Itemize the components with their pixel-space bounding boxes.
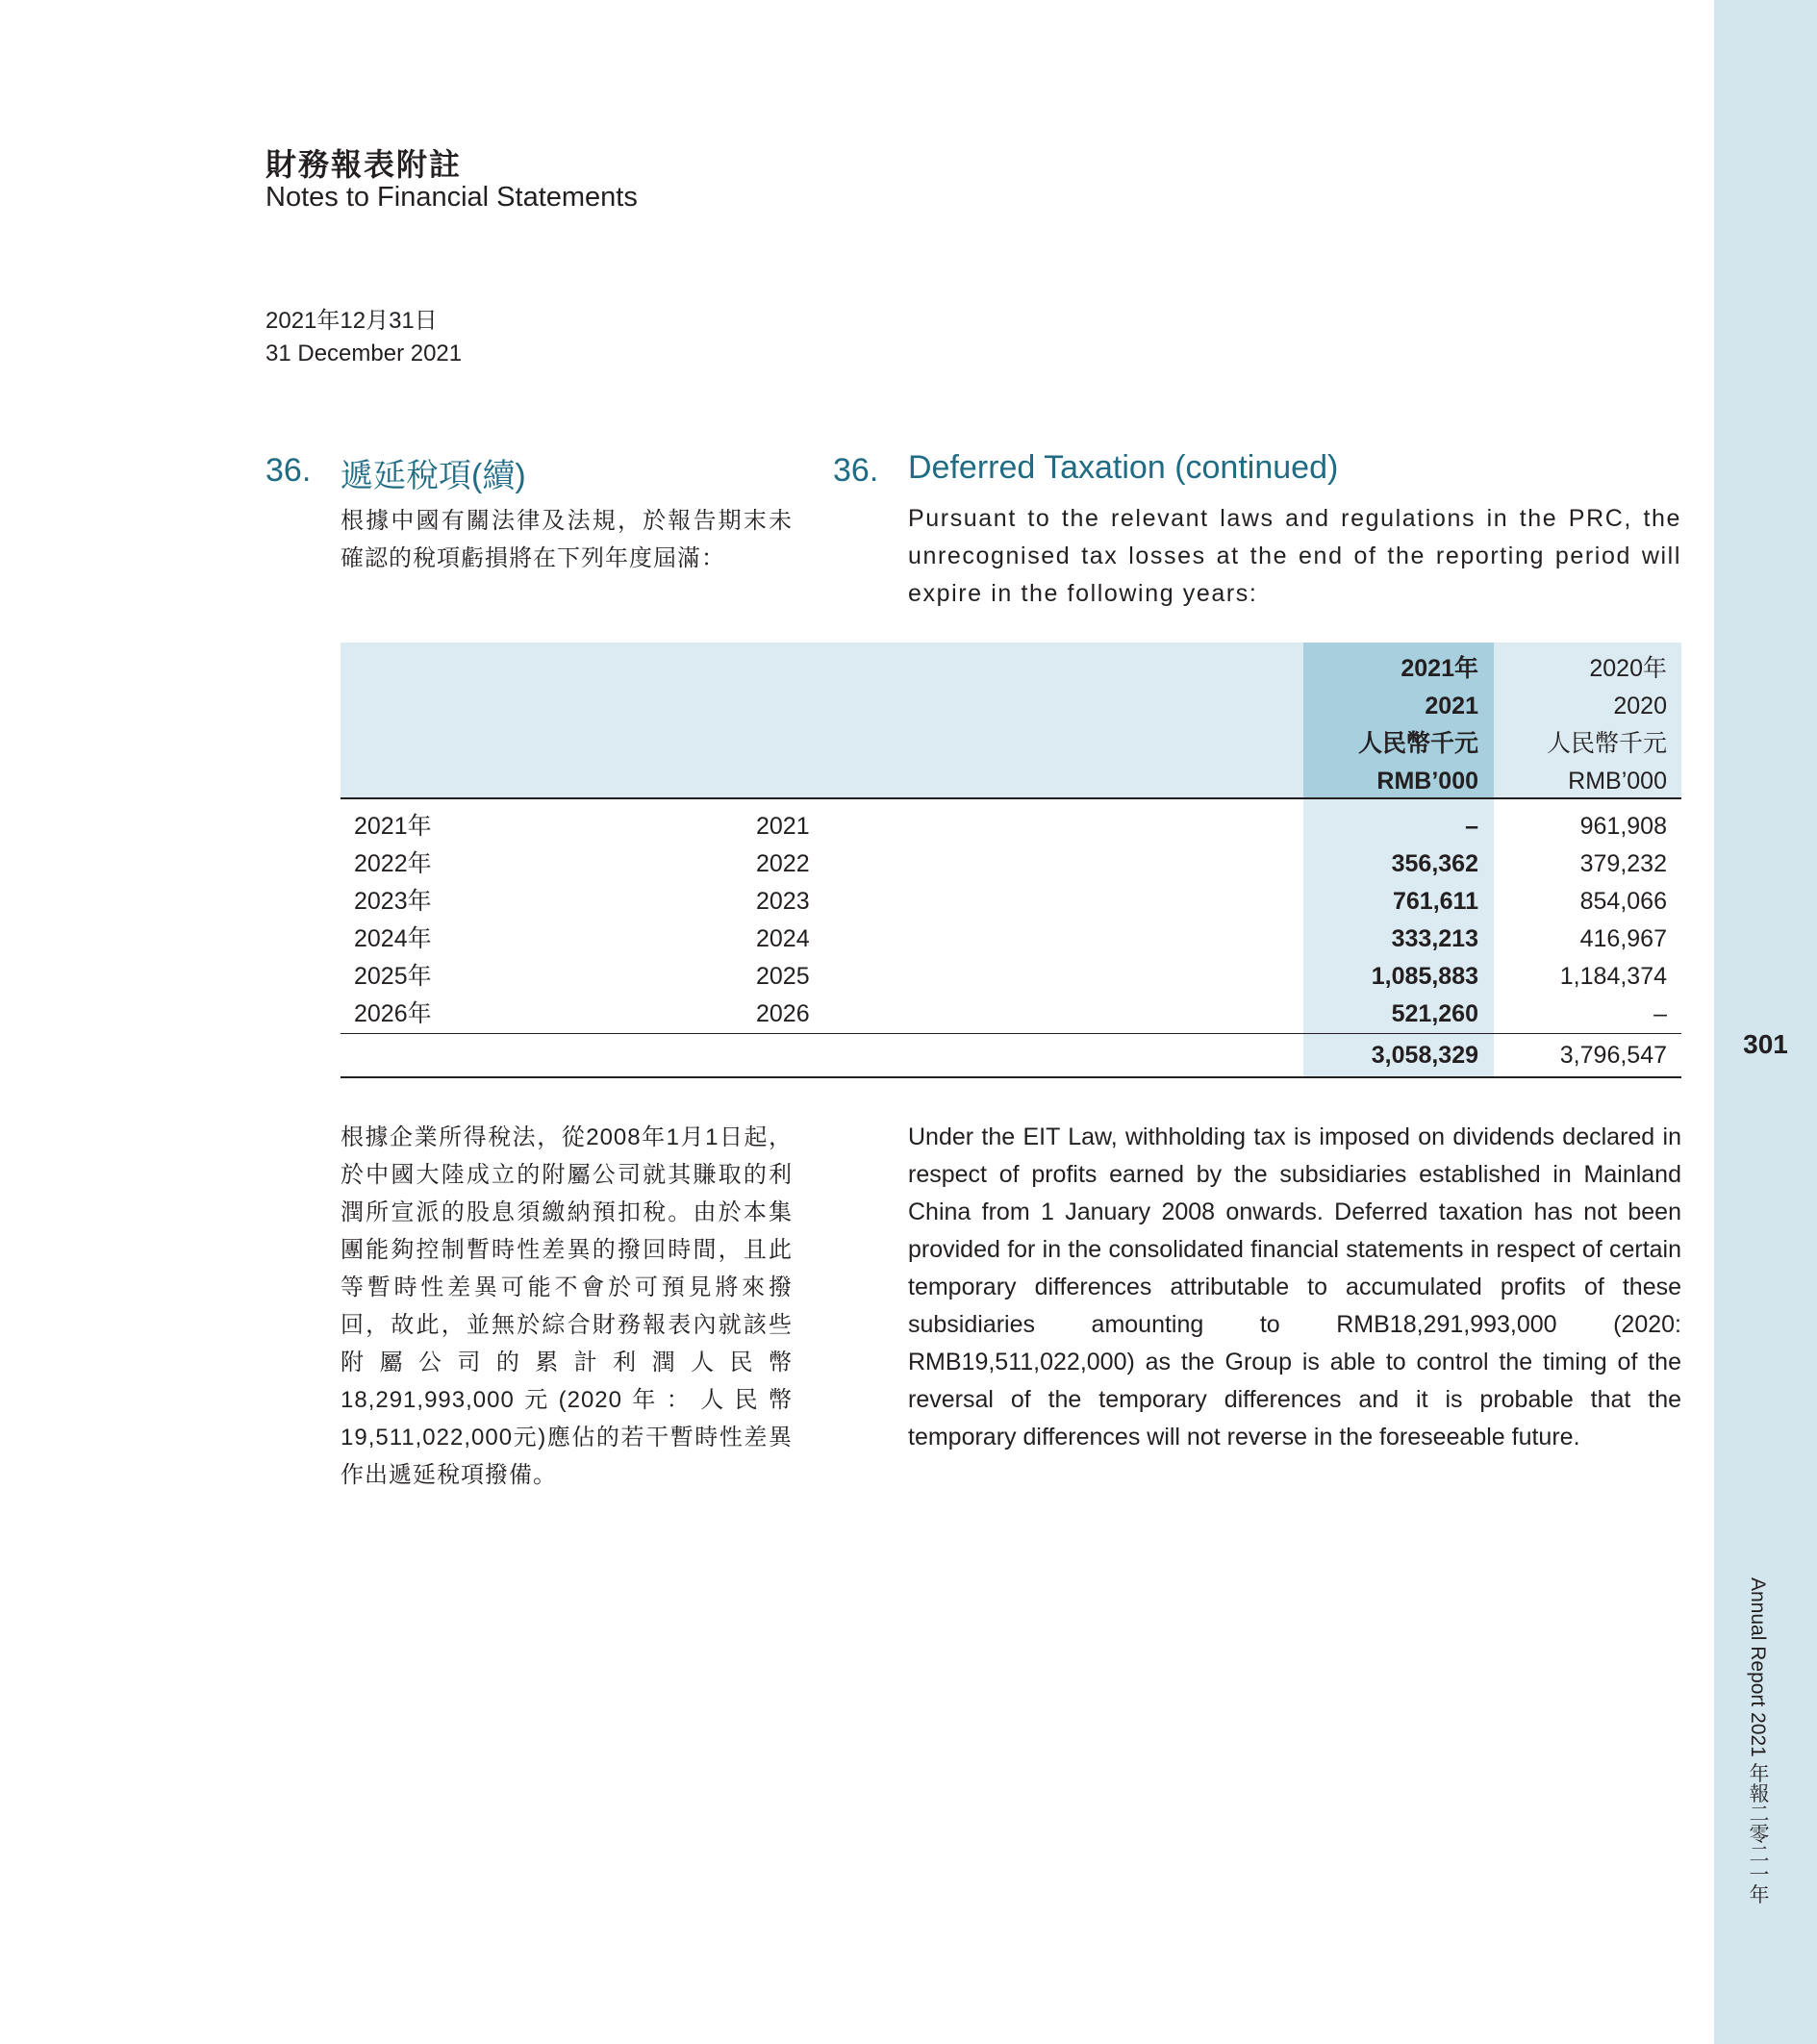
- row-year-zh: 2026年: [354, 1000, 432, 1027]
- row-value-2020: 1,184,374: [1559, 963, 1667, 990]
- row-value-2021: 1,085,883: [1371, 963, 1478, 990]
- row-year-en: 2026: [756, 1000, 810, 1027]
- header-prev-unit-zh: 人民幣千元: [1546, 730, 1667, 757]
- subtotal-rule: [341, 1033, 1681, 1034]
- row-year-en: 2021: [756, 813, 810, 840]
- tax-loss-table: [341, 643, 1681, 1079]
- table-row: [341, 845, 1681, 883]
- row-value-2021: 333,213: [1391, 925, 1478, 952]
- row-value-2020: 854,066: [1579, 888, 1667, 915]
- row-value-2021: –: [1465, 813, 1478, 840]
- row-year-en: 2024: [756, 925, 810, 952]
- row-value-2020: –: [1653, 1000, 1667, 1027]
- row-year-zh: 2021年: [354, 813, 432, 840]
- header-cur-year-en: 2021: [1425, 693, 1478, 719]
- table-row: [341, 996, 1681, 1033]
- total-rule: [341, 1076, 1681, 1078]
- page-number: 301: [1743, 1029, 1788, 1059]
- date-en: 31 December 2021: [265, 341, 463, 366]
- header-prev-year-en: 2020: [1613, 693, 1667, 719]
- report-label: Annual Report 2021 年報二零二一年: [1747, 1577, 1769, 1905]
- row-year-en: 2022: [756, 850, 810, 877]
- row-year-zh: 2022年: [354, 850, 432, 877]
- total-2020: 3,796,547: [1559, 1042, 1667, 1069]
- section-number-zh: 36.: [265, 452, 312, 489]
- total-2021: 3,058,329: [1371, 1042, 1478, 1069]
- header-cur-unit-zh: 人民幣千元: [1357, 730, 1478, 757]
- total-row: [341, 1037, 1681, 1074]
- row-value-2020: 961,908: [1579, 813, 1667, 840]
- date-zh: 2021年12月31日: [265, 308, 438, 334]
- row-value-2020: 416,967: [1579, 925, 1667, 952]
- row-value-2021: 761,611: [1393, 888, 1478, 915]
- header-cur-unit-en: RMB’000: [1376, 768, 1478, 795]
- intro-paragraph-zh: 根據中國有關法律及法規，於報告期末未確認的稅項虧損將在下列年度屆滿：: [341, 508, 793, 571]
- header-prev-unit-en: RMB’000: [1568, 768, 1667, 795]
- table-row: [341, 958, 1681, 996]
- row-year-en: 2025: [756, 963, 810, 990]
- table-row: [341, 883, 1681, 921]
- row-value-2021: 356,362: [1391, 850, 1478, 877]
- row-year-en: 2023: [756, 888, 810, 915]
- section-title-zh: 遞延稅項(續): [341, 458, 526, 494]
- row-year-zh: 2023年: [354, 888, 432, 915]
- section-number-en: 36.: [833, 452, 879, 489]
- row-value-2021: 521,260: [1391, 1000, 1478, 1027]
- row-year-zh: 2024年: [354, 925, 432, 952]
- table-row: [341, 921, 1681, 958]
- header-prev-year-zh: 2020年: [1589, 655, 1667, 682]
- header-title-zh: 財務報表附註: [265, 146, 463, 183]
- row-year-zh: 2025年: [354, 963, 432, 990]
- intro-paragraph-en: Pursuant to the relevant laws and regulations in the PRC, the unrecognised tax losses at the end of the reporting period will expire in the following years:: [908, 505, 1681, 607]
- header-title-en: Notes to Financial Statements: [265, 182, 638, 213]
- table-row: [341, 808, 1681, 845]
- body-paragraph-en: Under the EIT Law, withholding tax is imposed on dividends declared in respect of profits earned by the subsidiaries established in Mainland China from 1 January 2008 onwards. Deferred taxation has not been provided for in the consolidated financial statements in respect of certain temporary differences attributable to accumulated profits of these subsidiaries amounting to RMB18,291,993,000 (2020: RMB19,511,022,000) as the Group is able to control the timing of the reversal of the temporary differences and it is probable that the temporary differences will not reverse in the foreseeable future.: [908, 1123, 1681, 1451]
- header-rule: [341, 797, 1681, 799]
- header-cur-year-zh: 2021年: [1401, 655, 1478, 682]
- section-title-en: Deferred Taxation (continued): [908, 449, 1339, 486]
- body-paragraph-zh: 根據企業所得稅法，從2008年1月1日起，於中國大陸成立的附屬公司就其賺取的利潤所宣派的股息須繳納預扣稅。由於本集團能夠控制暫時性差異的撥回時間，且此等暫時性差異可能不會於可預見將來撥回，故此，並無於綜合財務報表內就該些附屬公司的累計利潤人民幣18,291,993,000元(2020年：人民幣19,511,022,000元)應佔的若干暫時性差異作出遞延稅項撥備。: [341, 1124, 793, 1488]
- row-value-2020: 379,232: [1579, 850, 1667, 877]
